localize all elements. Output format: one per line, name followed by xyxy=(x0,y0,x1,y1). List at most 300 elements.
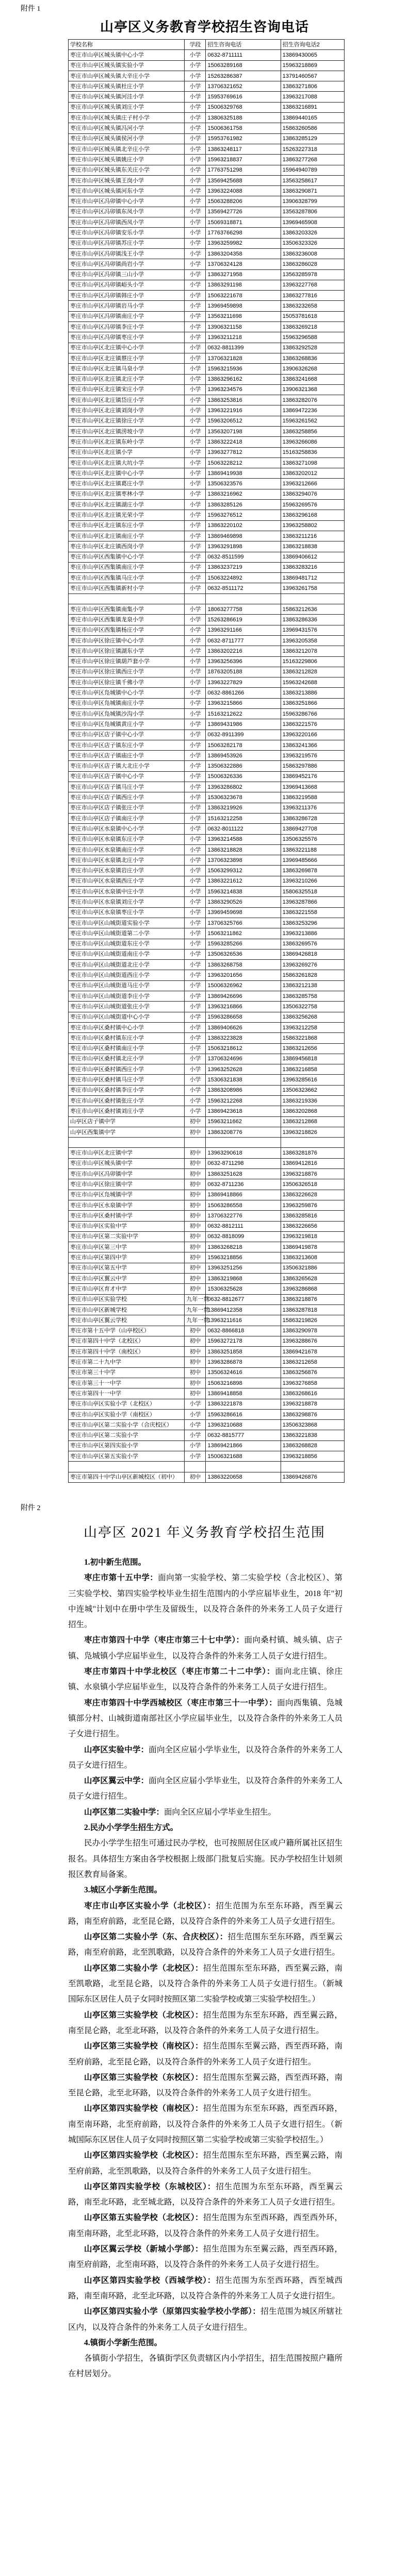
school-level-cell: 初中 xyxy=(185,1127,206,1137)
school-name-cell: 枣庄市山亭区冯卯镇李庄小学 xyxy=(69,322,185,332)
table-row xyxy=(69,395,345,405)
table-row xyxy=(69,510,345,520)
phone-cell xyxy=(206,594,281,604)
school-level-cell: 小学 xyxy=(185,782,206,792)
school-level-cell: 初中 xyxy=(185,1169,206,1179)
school-scope-paragraph xyxy=(68,1742,342,1774)
phone-cell: 15306325628 xyxy=(206,1284,281,1294)
table-row xyxy=(69,1420,345,1430)
table-row xyxy=(69,1033,345,1043)
phone-cell: 13963286878 xyxy=(206,1357,281,1367)
school-scope-paragraph xyxy=(68,1773,342,1805)
phone-2-cell: 13863294076 xyxy=(281,489,344,499)
phone-2-cell: 13863271806 xyxy=(281,81,344,92)
table-row xyxy=(69,1200,345,1210)
phone-2-cell: 13863285758 xyxy=(281,991,344,1002)
phone-2-cell: 13863283216 xyxy=(281,562,344,572)
school-level-cell: 小学 xyxy=(185,803,206,813)
school-level-cell: 初中 xyxy=(185,1347,206,1357)
school-name-cell: 枣庄市山亭区西集镇南庄小学 xyxy=(69,562,185,572)
phone-2-cell: 13869481712 xyxy=(281,573,344,583)
school-name-cell: 枣庄市山亭区北庄镇中心小学 xyxy=(69,343,185,353)
table-row xyxy=(69,1095,345,1106)
table-row xyxy=(69,301,345,311)
school-level-cell: 小学 xyxy=(185,813,206,823)
phone-2-cell: 13869426876 xyxy=(281,1472,344,1482)
phone-2-cell: 13863251866 xyxy=(281,698,344,708)
phone-cell: 13863202216 xyxy=(206,646,281,656)
table-row xyxy=(69,468,345,479)
phone-cell: 13869418866 xyxy=(206,1190,281,1200)
phone-cell: 13506324616 xyxy=(206,1367,281,1378)
phone-2-cell: 15863212636 xyxy=(281,604,344,615)
phone-2-cell: 13869456818 xyxy=(281,1054,344,1064)
phone-cell: 13963286802 xyxy=(206,782,281,792)
school-name-cell: 枣庄市山亭区第三中学 xyxy=(69,1242,185,1252)
phone-2-cell: 15963218869 xyxy=(281,60,344,71)
phone-cell: 13963259982 xyxy=(206,238,281,248)
phone-cell: 13706324128 xyxy=(206,259,281,269)
phone-cell: 0632-8815777 xyxy=(206,1430,281,1440)
phone-cell: 15006329768 xyxy=(206,102,281,112)
school-level-cell: 初中 xyxy=(185,1200,206,1210)
scope-text: 招生范围东至翼云路，西至西环路，南至昆仑路，北至北环路，以及符合条件的外来务工人员子女进行招生。 xyxy=(68,2073,342,2098)
phone-2-cell: 13963266086 xyxy=(281,437,344,447)
school-level-cell: 初中 xyxy=(185,1472,206,1482)
school-name-cell: 枣庄市山亭区北庄镇东庄小学 xyxy=(69,520,185,531)
phone-cell: 13863223828 xyxy=(206,1033,281,1043)
table-row xyxy=(69,207,345,217)
table-row xyxy=(69,844,345,855)
table-row xyxy=(69,343,345,353)
school-name-cell: 枣庄市山亭区实验中学 xyxy=(69,1221,185,1231)
phone-2-cell: 13863226628 xyxy=(281,1190,344,1200)
phone-cell: 13569425688 xyxy=(206,175,281,185)
school-name-cell: 枣庄市山亭区北庄镇中心小学 xyxy=(69,468,185,479)
school-level-cell: 小学 xyxy=(185,1451,206,1462)
school-level-cell: 小学 xyxy=(185,552,206,562)
school-name-cell: 枣庄市第四十中学山亭区新城校区（初中） xyxy=(69,1472,185,1482)
phone-2-cell xyxy=(281,1462,344,1472)
scope-text: 招生范围为东至翼云路，西至西环路，南至府前路，北至南环路，以及符合条件的外来务工人员子女进行招生。 xyxy=(68,2245,342,2269)
school-name-cell: 枣庄市山亭区山城街道南庄小学 xyxy=(69,949,185,959)
table-row xyxy=(69,123,345,133)
phone-2-cell: 13863212656 xyxy=(281,1043,344,1054)
phone-2-cell: 13863218838 xyxy=(281,541,344,552)
phone-2-cell: 13963261758 xyxy=(281,583,344,594)
school-name-cell: 枣庄市山亭区山城街道马庄小学 xyxy=(69,980,185,991)
school-scope-paragraph xyxy=(68,1899,342,1930)
school-name-lead: 山亭区第四实验小学（原第四实验学校小学部）： xyxy=(84,2307,261,2316)
table-row xyxy=(69,217,345,228)
table-row xyxy=(69,60,345,71)
phone-2-cell: 13963219818 xyxy=(281,1231,344,1242)
table-row xyxy=(69,374,345,384)
header-cell-phone-2: 招生咨询电话2 xyxy=(281,40,344,50)
school-name-lead: 山亭区第四实验学校（北校区）： xyxy=(84,2151,203,2160)
phone-cell: 15063282178 xyxy=(206,740,281,750)
phone-2-cell: 13863256876 xyxy=(281,1367,344,1378)
phone-cell: 13806325188 xyxy=(206,113,281,123)
phone-cell: 13963216866 xyxy=(206,1002,281,1012)
phone-2-cell: 13869430065 xyxy=(281,50,344,60)
table-row xyxy=(69,489,345,499)
phone-2-cell: 13863226656 xyxy=(281,1221,344,1231)
table-row xyxy=(69,1054,345,1064)
school-level-cell: 小学 xyxy=(185,353,206,363)
school-level-cell: 小学 xyxy=(185,123,206,133)
school-level-cell: 小学 xyxy=(185,113,206,123)
phone-2-cell: 13963210266 xyxy=(281,876,344,886)
scope-text: 面向全区应届小学毕业生，以及符合条件的外来务工人员子女进行招生。 xyxy=(68,1776,342,1801)
school-level-cell: 初中 xyxy=(185,1263,206,1273)
school-name-cell: 枣庄市山亭区城头镇河洼小学 xyxy=(69,92,185,102)
school-name-cell: 枣庄市山亭区城头镇河东小学 xyxy=(69,186,185,196)
school-level-cell: 初中 xyxy=(185,1252,206,1263)
table-row xyxy=(69,751,345,761)
table-row xyxy=(69,803,345,813)
phone-2-cell: 13863219588 xyxy=(281,792,344,803)
school-level-cell: 小学 xyxy=(185,175,206,185)
table-row xyxy=(69,1085,345,1095)
table-row xyxy=(69,698,345,708)
phone-2-cell: 15964940789 xyxy=(281,165,344,175)
school-name-cell: 枣庄市山亭区城头镇大辛庄小学 xyxy=(69,71,185,81)
table-row xyxy=(69,980,345,991)
table-row xyxy=(69,1263,345,1273)
table-row xyxy=(69,594,345,604)
phone-2-cell: 13863236008 xyxy=(281,248,344,259)
school-level-cell: 初中 xyxy=(185,1179,206,1190)
header-cell-level: 学段 xyxy=(185,40,206,50)
school-level-cell: 小学 xyxy=(185,991,206,1002)
section-heading: 1.初中新生范围。 xyxy=(84,1558,146,1567)
school-name-cell: 枣庄市山亭区店子镇中心小学 xyxy=(69,771,185,782)
school-level-cell: 初中 xyxy=(185,1190,206,1200)
school-name-cell: 枣庄市山亭区北庄镇马泉小学 xyxy=(69,364,185,374)
school-name-cell: 枣庄市山亭区北庄镇刘岗小学 xyxy=(69,405,185,416)
table-row xyxy=(69,155,345,165)
school-name-cell: 枣庄市山亭区水泉镇刘庄小学 xyxy=(69,897,185,907)
section-heading: 3.城区小学新生范围。 xyxy=(84,1886,162,1895)
attachment-1-label: 附件 1 xyxy=(21,5,41,13)
school-name-cell: 枣庄市山亭区水泉镇岩庄小学 xyxy=(69,866,185,876)
table-row xyxy=(69,144,345,154)
phone-cell: 15263286619 xyxy=(206,615,281,625)
table-row xyxy=(69,175,345,185)
school-level-cell: 小学 xyxy=(185,604,206,615)
school-level-cell: 小学 xyxy=(185,186,206,196)
table-row xyxy=(69,50,345,60)
table-row xyxy=(69,562,345,572)
school-level-cell: 初中 xyxy=(185,1211,206,1221)
phone-cell: 0632-8011122 xyxy=(206,824,281,834)
school-level-cell: 小学 xyxy=(185,395,206,405)
table-row xyxy=(69,1221,345,1231)
table-row xyxy=(69,81,345,92)
school-level-cell: 小学 xyxy=(185,520,206,531)
school-level-cell: 小学 xyxy=(185,468,206,479)
phone-cell: 13863253816 xyxy=(206,395,281,405)
school-name-cell: 枣庄市山亭区西集镇龙泉小学 xyxy=(69,615,185,625)
table-row xyxy=(69,541,345,552)
school-name-cell: 枣庄市山亭区北庄镇岱庄小学 xyxy=(69,395,185,405)
scope-text: 招生范围东至东环路，西至翼云路，南至凯歌路，北至昆仑路，以及符合条件的外来务工人员子女进行招生。（新城国际东区居住人员子女同时按照区第二实验学校或第三实验学校招生。） xyxy=(68,1963,342,2004)
school-level-cell: 小学 xyxy=(185,928,206,939)
school-name-cell: 枣庄市山亭区店子镇南庄小学 xyxy=(69,813,185,823)
school-name-cell xyxy=(69,594,185,604)
school-level-cell: 小学 xyxy=(185,907,206,918)
table-row xyxy=(69,918,345,928)
phone-cell: 0632-8866818 xyxy=(206,1326,281,1336)
school-name-cell: 枣庄市山亭区西集镇南集小学 xyxy=(69,604,185,615)
school-name-cell: 枣庄市山亭区翼云中学 xyxy=(69,1274,185,1284)
school-level-cell: 小学 xyxy=(185,562,206,572)
table-row xyxy=(69,364,345,374)
school-level-cell: 小学 xyxy=(185,343,206,353)
table-row xyxy=(69,635,345,646)
table-row xyxy=(69,1169,345,1179)
phone-2-cell: 13863253296 xyxy=(281,918,344,928)
table-row xyxy=(69,646,345,656)
phone-cell: 13963234576 xyxy=(206,384,281,395)
phone-cell: 0632-8861266 xyxy=(206,688,281,698)
school-name-cell: 枣庄市第十五中学（山亭校区） xyxy=(69,1326,185,1336)
school-level-cell: 小学 xyxy=(185,531,206,541)
school-name-cell: 枣庄市山亭区凫城镇南庄小学 xyxy=(69,698,185,708)
phone-2-cell: 13863298876 xyxy=(281,1409,344,1419)
phone-cell: 0632-8511599 xyxy=(206,552,281,562)
phone-2-cell: 15963286766 xyxy=(281,709,344,719)
table-row xyxy=(69,1430,345,1440)
school-name-cell: 枣庄市山亭区北庄镇涝坡小学 xyxy=(69,426,185,436)
school-level-cell: 小学 xyxy=(185,500,206,510)
phone-2-cell: 15963269576 xyxy=(281,500,344,510)
school-name-cell: 枣庄市山亭区凫城镇中心小学 xyxy=(69,688,185,698)
table-row xyxy=(69,248,345,259)
school-name-cell: 枣庄市山亭区桑村镇北庄小学 xyxy=(69,1054,185,1064)
school-name-cell: 枣庄市山亭区徐庄镇中心小学 xyxy=(69,635,185,646)
school-name-cell: 枣庄市山亭区桑村镇东庄小学 xyxy=(69,1033,185,1043)
table-row xyxy=(69,813,345,823)
table-row xyxy=(69,280,345,290)
table-row xyxy=(69,1252,345,1263)
school-scope-paragraph xyxy=(68,2179,342,2211)
table-row xyxy=(69,939,345,949)
school-name-cell: 枣庄市山亭区冯卯镇尚岩小学 xyxy=(69,259,185,269)
school-scope-paragraph xyxy=(68,2070,342,2102)
school-level-cell: 小学 xyxy=(185,855,206,866)
phone-cell: 13863268758 xyxy=(206,960,281,970)
school-level-cell: 小学 xyxy=(185,1075,206,1085)
enrollment-scope-text xyxy=(68,1555,342,2382)
phone-2-cell: 13506326518 xyxy=(281,1179,344,1190)
table-row xyxy=(69,1158,345,1168)
phone-2-cell: 15863261828 xyxy=(281,970,344,980)
school-level-cell: 小学 xyxy=(185,625,206,635)
phone-2-cell: 13863268836 xyxy=(281,353,344,363)
phone-2-cell: 13863232658 xyxy=(281,301,344,311)
school-level-cell: 九年一贯 xyxy=(185,1294,206,1304)
phone-cell: 15063211862 xyxy=(206,928,281,939)
phone-cell: 13906321158 xyxy=(206,322,281,332)
phone-cell: 15963285266 xyxy=(206,939,281,949)
table-row xyxy=(69,991,345,1002)
table-row xyxy=(69,133,345,144)
phone-2-cell xyxy=(281,594,344,604)
school-level-cell: 小学 xyxy=(185,824,206,834)
school-scope-paragraph xyxy=(68,2008,342,2039)
phone-2-cell: 13563287806 xyxy=(281,207,344,217)
school-level-cell: 小学 xyxy=(185,479,206,489)
school-name-cell: 枣庄市山亭区第五中学 xyxy=(69,1263,185,1273)
school-level-cell: 小学 xyxy=(185,646,206,656)
scope-text: 招生范围为东至东环路，西至西环路，南至南环路，北至府前路，以及符合条件的外来务工人员子女进行招生。（新城国际东区居住人员子女同时按照区第二实验学校或第三实验学校招生。） xyxy=(68,2104,342,2144)
school-level-cell: 小学 xyxy=(185,1043,206,1054)
school-level-cell: 小学 xyxy=(185,374,206,384)
phone-2-cell: 13863290978 xyxy=(281,1326,344,1336)
school-level-cell: 小学 xyxy=(185,217,206,228)
phone-2-cell: 13863282076 xyxy=(281,395,344,405)
school-name-cell: 枣庄市山亭区店子镇马庄小学 xyxy=(69,782,185,792)
table-header-row xyxy=(69,40,345,50)
table-row xyxy=(69,625,345,635)
phone-2-cell: 13863212828 xyxy=(281,667,344,677)
phone-cell: 13563211698 xyxy=(206,311,281,321)
table-row xyxy=(69,1075,345,1085)
school-level-cell xyxy=(185,594,206,604)
phone-cell: 13706321828 xyxy=(206,353,281,363)
phone-cell: 13863291198 xyxy=(206,280,281,290)
school-name-lead: 山亭区第三实验学校（北校区）： xyxy=(84,2010,203,2020)
table-row xyxy=(69,165,345,175)
school-level-cell: 小学 xyxy=(185,416,206,426)
school-level-cell: 初中 xyxy=(185,1378,206,1388)
school-name-cell: 枣庄市山亭区北庄镇北庄小学 xyxy=(69,374,185,384)
table-row xyxy=(69,1409,345,1419)
school-level-cell: 小学 xyxy=(185,866,206,876)
table-row xyxy=(69,520,345,531)
school-level-cell: 初中 xyxy=(185,1274,206,1284)
school-level-cell: 小学 xyxy=(185,81,206,92)
school-level-cell: 小学 xyxy=(185,155,206,165)
table-row xyxy=(69,949,345,959)
school-name-lead: 山亭区第四实验学校（东城校区）： xyxy=(84,2182,216,2191)
school-name-cell: 枣庄市山亭区北庄镇光荣小学 xyxy=(69,510,185,520)
phone-cell: 0632-8511172 xyxy=(206,583,281,594)
phone-2-cell: 13906321368 xyxy=(281,384,344,395)
phone-cell: 13863251858 xyxy=(206,1347,281,1357)
school-level-cell: 小学 xyxy=(185,615,206,625)
school-name-cell: 枣庄市山亭区北庄镇葛庄小学 xyxy=(69,479,185,489)
table-row xyxy=(69,1064,345,1075)
scope-text: 面向西集镇、凫城镇部分村、山城街道南部社区小学应届毕业生，以及符合条件的外来务工人员子女进行招生。 xyxy=(68,1698,342,1739)
school-level-cell: 小学 xyxy=(185,384,206,395)
phone-cell: 13863237219 xyxy=(206,562,281,572)
phone-cell: 13863204358 xyxy=(206,248,281,259)
school-name-cell: 枣庄市山亭区桑村镇南庄小学 xyxy=(69,1043,185,1054)
school-level-cell: 小学 xyxy=(185,1440,206,1451)
table-row xyxy=(69,824,345,834)
table-row xyxy=(69,457,345,468)
school-level-cell: 九年一贯 xyxy=(185,1315,206,1326)
phone-table-body xyxy=(69,40,345,1483)
phone-2-cell: 15963296588 xyxy=(281,332,344,343)
phone-cell: 13569427726 xyxy=(206,207,281,217)
school-name-lead: 山亭区第四实验学校（南校区）： xyxy=(84,2104,203,2113)
table-row xyxy=(69,667,345,677)
phone-2-cell: 13863269878 xyxy=(281,866,344,876)
phone-2-cell: 13963276858 xyxy=(281,1378,344,1388)
phone-2-cell: 15163258836 xyxy=(281,447,344,457)
table-row xyxy=(69,552,345,562)
table-row xyxy=(69,1347,345,1357)
table-row xyxy=(69,656,345,667)
scope-text: 招生范围为东至西环路，西至城西路，南至南环路，北至北环路，以及符合条件的外来务工人员子女进行招生。 xyxy=(68,2276,342,2300)
phone-2-cell: 13963217088 xyxy=(281,92,344,102)
school-name-cell: 枣庄市山亭区桑村镇刘庄小学 xyxy=(69,1106,185,1116)
school-level-cell: 小学 xyxy=(185,1022,206,1032)
phone-cell: 13869431986 xyxy=(206,719,281,730)
phone-2-cell: 13906326268 xyxy=(281,364,344,374)
school-level-cell: 小学 xyxy=(185,259,206,269)
school-level-cell: 初中 xyxy=(185,1148,206,1158)
phone-2-cell: 13963220166 xyxy=(281,730,344,740)
phone-2-cell: 15863260586 xyxy=(281,123,344,133)
phone-cell: 15063299312 xyxy=(206,866,281,876)
table-row xyxy=(69,1357,345,1367)
phone-cell: 0632-8711111 xyxy=(206,50,281,60)
table-row xyxy=(69,405,345,416)
school-name-cell: 枣庄市山亭区徐庄镇西庄小学 xyxy=(69,667,185,677)
phone-2-cell: 13963211376 xyxy=(281,803,344,813)
phone-cell: 13869419938 xyxy=(206,468,281,479)
school-name-cell: 枣庄市山亭区冯卯镇东凤小学 xyxy=(69,207,185,217)
school-level-cell: 小学 xyxy=(185,269,206,280)
phone-table xyxy=(68,39,345,1483)
school-name-lead: 枣庄市第四十中学北校区（枣庄市第二十二中学）： xyxy=(84,1667,275,1676)
section-heading: 4.镇街小学新生范围。 xyxy=(84,2338,162,2347)
phone-2-cell xyxy=(281,1138,344,1148)
school-level-cell: 小学 xyxy=(185,887,206,897)
phone-2-cell: 13863285816 xyxy=(281,1211,344,1221)
phone-cell: 0632-8812111 xyxy=(206,1221,281,1231)
phone-2-cell: 13963269276 xyxy=(281,960,344,970)
phone-2-cell: 15963261562 xyxy=(281,416,344,426)
school-name-lead: 枣庄市第四十中学（枣庄市第三十七中学）： xyxy=(84,1636,244,1645)
phone-2-cell: 13963258802 xyxy=(281,520,344,531)
school-name-cell: 枣庄市山亭区桑村镇李庄小学 xyxy=(69,1085,185,1095)
school-name-cell: 枣庄市山亭区水泉镇西庄小学 xyxy=(69,876,185,886)
phone-cell: 15963218856 xyxy=(206,1252,281,1263)
school-name-cell: 枣庄市山亭区西集镇杨庄小学 xyxy=(69,625,185,635)
scope-text: 面向第一实验学校、第二实验学校（含北校区）、第三实验学校、第四实验学校毕业生招生范围内的小学应届毕业生，2018 年"初中连城"计划中在册中学生及留级生，以及符合条件的外来务工人员子女进行招生。 xyxy=(68,1573,342,1630)
school-level-cell: 小学 xyxy=(185,71,206,81)
phone-2-cell: 13963212258 xyxy=(281,1022,344,1032)
school-level-cell: 小学 xyxy=(185,719,206,730)
phone-cell: 13869421866 xyxy=(206,1440,281,1451)
school-name-lead: 山亭区第三实验学校（东校区）： xyxy=(84,2073,203,2082)
phone-2-cell: 13863277816 xyxy=(281,291,344,301)
school-name-cell: 枣庄市山亭区徐庄镇葫芦套小学 xyxy=(69,656,185,667)
school-level-cell: 初中 xyxy=(185,1367,206,1378)
table-row xyxy=(69,1336,345,1346)
phone-2-cell: 13869419878 xyxy=(281,1242,344,1252)
school-name-cell xyxy=(69,1138,185,1148)
school-level-cell: 小学 xyxy=(185,939,206,949)
phone-cell: 0632-8811399 xyxy=(206,343,281,353)
table-row xyxy=(69,1231,345,1242)
